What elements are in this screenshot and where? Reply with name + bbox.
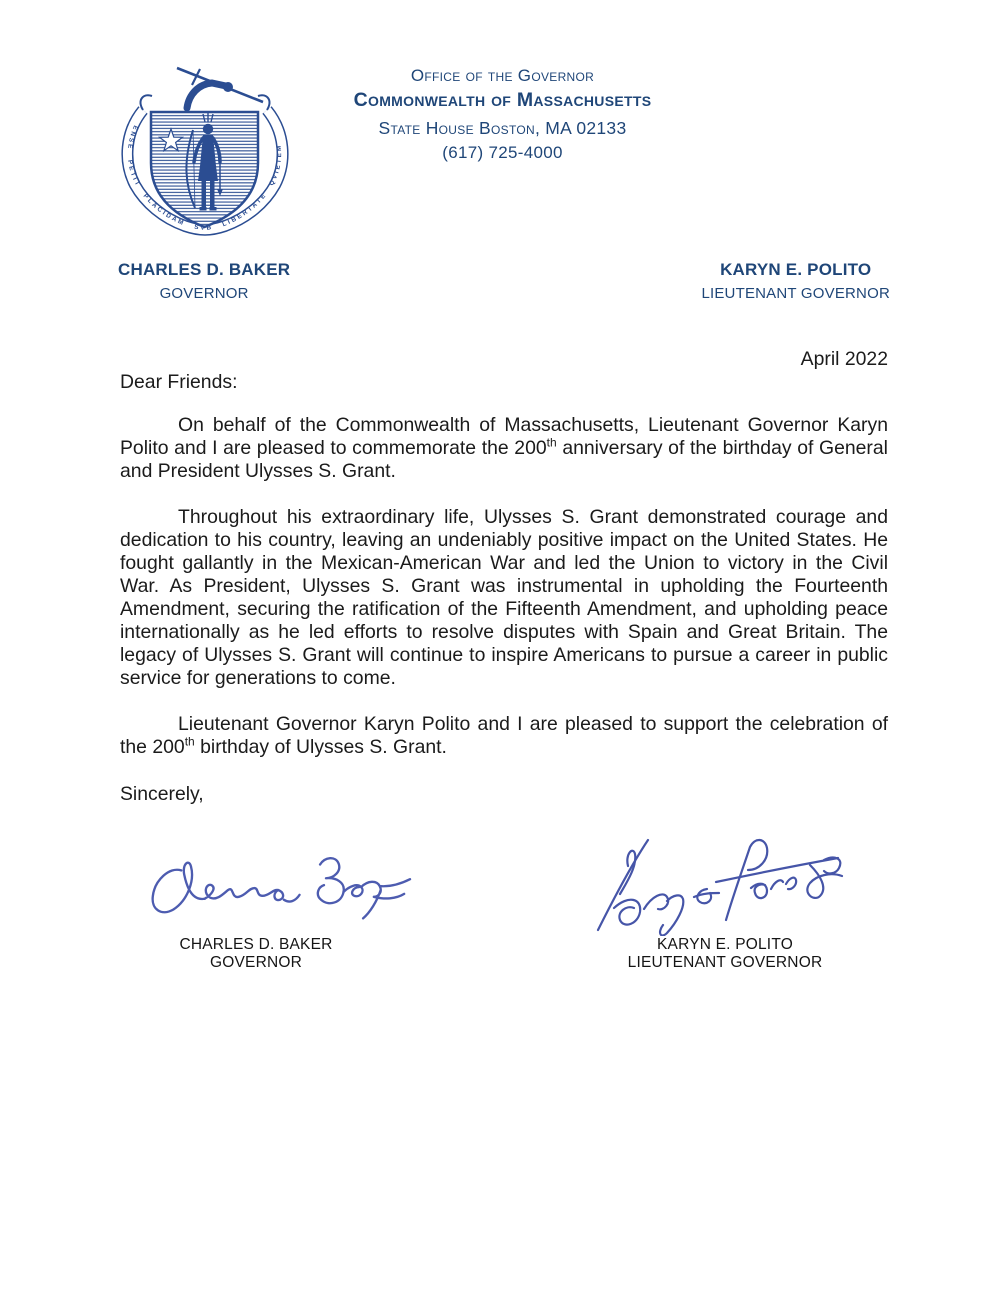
lt-governor-title: LIEUTENANT GOVERNOR	[701, 285, 890, 302]
letterhead-phone-line: (617) 725-4000	[442, 143, 563, 162]
signature-lt-governor-name: KARYN E. POLITO	[657, 936, 793, 953]
paragraph-2: Throughout his extraordinary life, Ulysses S. Grant demonstrated courage and dedication to his country, leaving an undeniably positive impact on the United States. He fought gallantly in the Mexican-American War and led the Union to victory in the Civil War. As President, Ulysses S. Grant was instrumental in upholding the Fourteenth Amendment, securing the ratification of the Fifteenth Amendment, and upholding peace internationally as he led efforts to resolve disputes with Spain and Great Britain. The legacy of Ulysses S. Grant will continue to inspire Americans to pursue a career in public service for generations to come.	[120, 506, 888, 689]
paragraph-3-text-cont: birthday of Ulysses S. Grant.	[194, 736, 447, 758]
ordinal-superscript: th	[546, 435, 557, 450]
signature-label-governor	[120, 936, 392, 972]
letterhead-office-line: Office of the Governor	[410, 66, 595, 85]
letter-body	[120, 348, 888, 806]
salutation: Dear Friends:	[120, 371, 238, 393]
paragraph-1-text-cont: anniversary of the birthday of General and President Ulysses S. Grant.	[120, 437, 888, 482]
closing: Sincerely,	[120, 783, 204, 805]
paragraph-3-text: Lieutenant Governor Karyn Polito and I are pleased to support the celebration of the 200	[120, 713, 888, 758]
baker-signature	[140, 845, 418, 933]
governor-name: CHARLES D. BAKER	[118, 260, 291, 279]
paragraph-1	[120, 414, 888, 483]
governor-title: GOVERNOR	[159, 285, 249, 302]
ordinal-superscript: th	[184, 734, 195, 749]
date-line: April 2022	[800, 348, 888, 370]
paragraph-1-text: On behalf of the Commonwealth of Massachusetts, Lieutenant Governor Karyn Polito and I are pleased to commemorate the 200	[120, 414, 888, 459]
officials-row	[118, 260, 890, 302]
letterhead-commonwealth-line: Commonwealth of Massachusetts	[353, 89, 652, 111]
polito-signature	[574, 832, 860, 936]
signature-lt-governor-title: LIEUTENANT GOVERNOR	[627, 954, 823, 971]
paragraph-3	[120, 713, 888, 759]
signature-governor-name: CHARLES D. BAKER	[179, 936, 333, 953]
signature-label-lt-governor	[589, 936, 861, 972]
signature-governor-title: GOVERNOR	[209, 954, 303, 971]
seal-motto: ENSE PETIT PLACIDAM SVB LIBERTATE QVIETEM	[125, 124, 284, 232]
lt-governor-name: KARYN E. POLITO	[720, 260, 872, 279]
letterhead	[0, 66, 1005, 163]
letterhead-address-line: State House Boston, MA 02133	[378, 118, 627, 138]
governor-block	[118, 260, 290, 302]
lt-governor-block	[701, 260, 890, 302]
